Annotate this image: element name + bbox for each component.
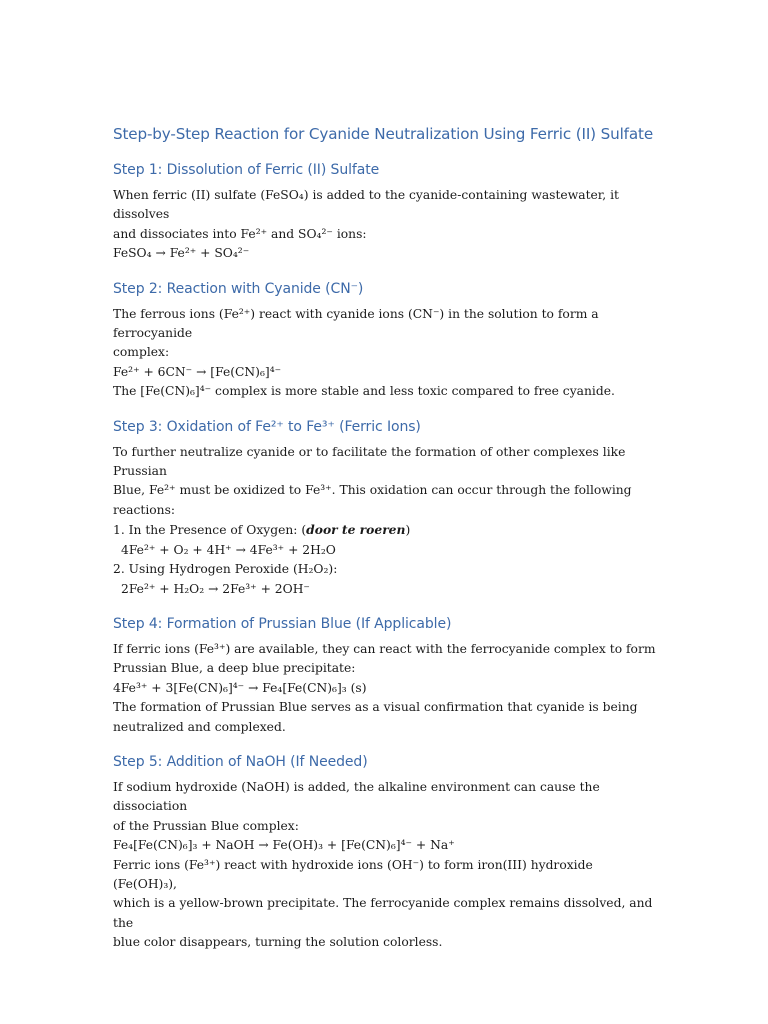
step-4-line-5: neutralized and complexed.: [113, 719, 286, 734]
step-3-line-2: Blue, Fe²⁺ must be oxidized to Fe³⁺. This oxidation can occur through the following: [113, 483, 632, 498]
step-3-list-item-1: [113, 520, 658, 540]
document-title: Step-by-Step Reaction for Cyanide Neutralization Using Ferric (II) Sulfate: [113, 125, 654, 143]
step-2-line-4: The [Fe(CN)₆]⁴⁻ complex is more stable and less toxic compared to free cyanide.: [113, 384, 615, 399]
step-3-equation-2: 2Fe²⁺ + H₂O₂ → 2Fe³⁺ + 2OH⁻: [121, 581, 310, 596]
step-3-section: [113, 415, 658, 599]
step-5-line-1: If sodium hydroxide (NaOH) is added, the alkaline environment can cause the dissociation: [113, 779, 604, 814]
step-2-line-2: complex:: [113, 345, 170, 360]
step-1-line-1: When ferric (II) sulfate (FeSO₄) is added to the cyanide-containing wastewater, it dissolves: [113, 188, 623, 222]
step-5-line-6: blue color disappears, turning the solution colorless.: [113, 935, 443, 950]
step-1-equation: FeSO₄ → Fe²⁺ + SO₄²⁻: [113, 246, 250, 261]
step-3-heading: Step 3: Oxidation of Fe²⁺ to Fe³⁺ (Ferric Ions): [113, 418, 421, 435]
step-1-section: [113, 158, 658, 264]
step-5-line-2: of the Prussian Blue complex:: [113, 818, 299, 833]
step-2-line-1: The ferrous ions (Fe²⁺) react with cyanide ions (CN⁻) in the solution to form a ferrocyanide: [113, 306, 603, 341]
step-5-line-4: Ferric ions (Fe³⁺) react with hydroxide ions (OH⁻) to form iron(III) hydroxide (Fe(OH)₃),: [113, 857, 597, 891]
step-4-section: [113, 612, 658, 737]
step-3-line-1: To further neutralize cyanide or to facilitate the formation of other complexes like Prussian: [113, 444, 630, 479]
step-5-section: [113, 750, 658, 953]
step-4-line-1: If ferric ions (Fe³⁺) are available, they can react with the ferrocyanide complex to form: [113, 641, 656, 656]
step-3-line-3: reactions:: [113, 502, 176, 517]
document-page: [113, 122, 658, 966]
step-3-list-item-2: 2. Using Hydrogen Peroxide (H₂O₂):: [113, 562, 338, 577]
step-5-equation: Fe₄[Fe(CN)₆]₃ + NaOH → Fe(OH)₃ + [Fe(CN)₆]⁴⁻ + Na⁺: [113, 838, 455, 853]
step-5-heading: Step 5: Addition of NaOH (If Needed): [113, 753, 368, 770]
list-item-1-suffix: ): [405, 523, 411, 538]
step-2-equation: Fe²⁺ + 6CN⁻ → [Fe(CN)₆]⁴⁻: [113, 364, 282, 379]
list-item-1-prefix: 1. In the Presence of Oxygen: (: [113, 523, 307, 538]
step-4-equation: 4Fe³⁺ + 3[Fe(CN)₆]⁴⁻ → Fe₄[Fe(CN)₆]₃ (s): [113, 680, 367, 695]
list-item-1-emphasis: door te roeren: [306, 522, 406, 538]
step-5-line-5: which is a yellow-brown precipitate. The ferrocyanide complex remains dissolved, and the: [113, 896, 657, 930]
step-2-section: [113, 277, 658, 402]
step-4-heading: Step 4: Formation of Prussian Blue (If Applicable): [113, 615, 452, 632]
step-4-line-4: The formation of Prussian Blue serves as a visual confirmation that cyanide is being: [113, 700, 638, 715]
step-2-heading: Step 2: Reaction with Cyanide (CN⁻): [113, 280, 364, 297]
step-1-heading: Step 1: Dissolution of Ferric (II) Sulfate: [113, 162, 380, 178]
step-4-line-2: Prussian Blue, a deep blue precipitate:: [113, 661, 356, 676]
step-1-line-2: and dissociates into Fe²⁺ and SO₄²⁻ ions:: [113, 226, 367, 241]
step-3-equation-1: 4Fe²⁺ + O₂ + 4H⁺ → 4Fe³⁺ + 2H₂O: [121, 542, 336, 557]
